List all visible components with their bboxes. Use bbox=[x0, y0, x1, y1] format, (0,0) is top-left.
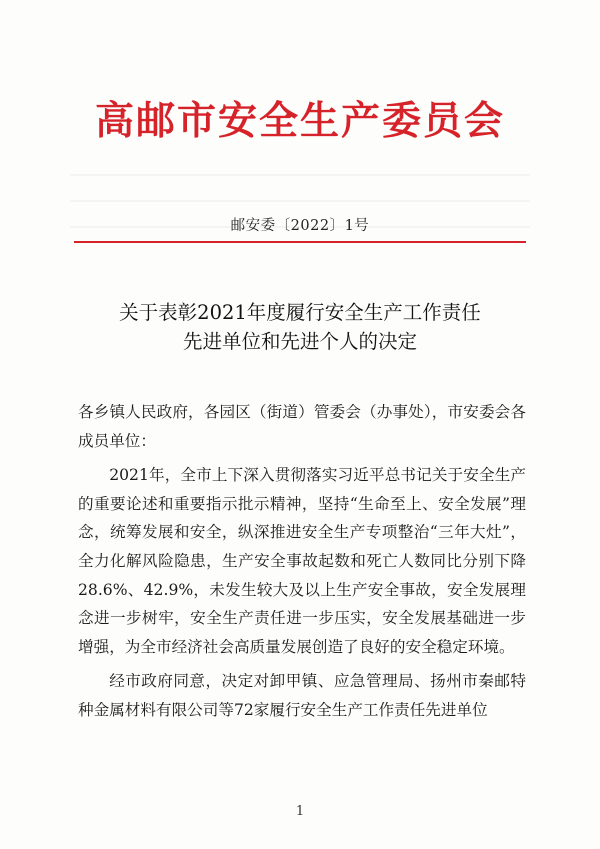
addressee-line: 各乡镇人民政府，各园区（街道）管委会（办事处），市安委会各成员单位： bbox=[78, 403, 526, 450]
red-header-rule bbox=[74, 241, 526, 243]
document-number: 邮安委〔2022〕1号 bbox=[230, 218, 370, 234]
body-paragraph-2: 经市政府同意，决定对卸甲镇、应急管理局、扬州市秦邮特种金属材料有限公司等72家履行安全生产工作责任先进单位 bbox=[78, 672, 526, 719]
body-paragraph-1: 2021年，全市上下深入贯彻落实习近平总书记关于安全生产的重要论述和重要指示批示精神，坚持“生命至上、安全发展”理念，统筹发展和安全，纵深推进安全生产专项整治“三年大灶”，全力化解风险隐患，生产安全事故起数和死亡人数同比分别下降28.6%、42.9%，未发生较大及以上生产安全事故，安全发展理念进一步树牢，安全生产责任进一步压实，安全发展基础进一步增强，为全市经济社会高质量发展创造了良好的安全稳定环境。 bbox=[78, 466, 526, 656]
page-number: 1 bbox=[295, 804, 305, 819]
document-body bbox=[78, 398, 526, 725]
document-title-line-1: 关于表彰2021年度履行安全生产工作责任 bbox=[119, 301, 481, 324]
bleed-through-texture bbox=[70, 160, 530, 250]
document-title-line-2: 先进单位和先进个人的决定 bbox=[182, 330, 417, 353]
issuer-title: 高邮市安全生产委员会 bbox=[94, 99, 505, 144]
document-title bbox=[0, 298, 600, 356]
